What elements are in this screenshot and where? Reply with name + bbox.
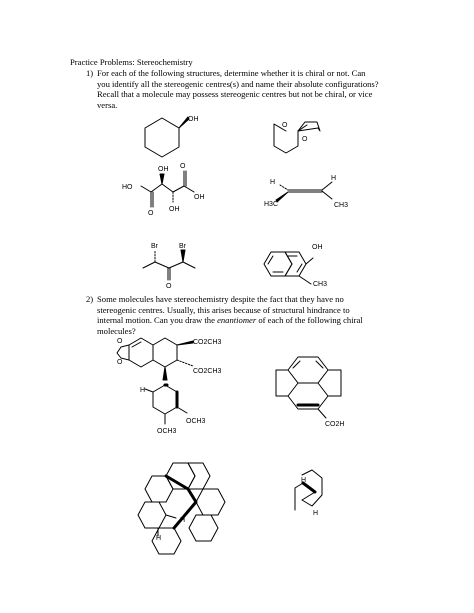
oh-right-label: OH	[194, 194, 205, 201]
structure-lignan	[117, 338, 222, 435]
helicene-ring-5	[138, 502, 166, 528]
cyclophane-ring-top	[288, 357, 328, 383]
helicene-h-bond	[166, 515, 176, 518]
acid-oh-bond	[184, 186, 194, 192]
cyclophane-bridge-right	[328, 370, 341, 396]
naphthol-oh-label: OH	[312, 244, 323, 251]
co2ch3-top-label: CO2CH3	[193, 339, 222, 346]
aryl-och3-right-bond	[177, 407, 187, 413]
helicene-ring-2	[188, 463, 210, 489]
aryl-h-bond	[145, 389, 153, 392]
structure-paracyclophane	[276, 357, 344, 428]
helicene-h-label-2: H	[156, 535, 162, 542]
helicene-ring-4	[196, 489, 225, 515]
aryl-h-label: H	[140, 387, 146, 394]
ho-label: HO	[122, 184, 133, 191]
h3c-label: H3C	[264, 201, 279, 208]
och3-right-label: OCH3	[186, 418, 206, 425]
ketone-o-label: O	[166, 283, 172, 290]
helicene-ring-3	[145, 476, 173, 502]
oh-top-label: OH	[158, 166, 169, 173]
problem-2-line-2: stereogenic centres. Usually, this arises because of structural hindrance to	[97, 304, 350, 315]
br-right-label: Br	[179, 243, 186, 250]
problem-2-line-3-end: of each of the following chiral	[256, 315, 363, 325]
ring-oxygen-label: O	[282, 122, 288, 129]
wedge-oh-top	[160, 174, 164, 184]
problem-1-line-2: you identify all the stereogenic centres(s) and name their absolute configurations?	[97, 78, 379, 89]
aryl-ring	[153, 385, 177, 414]
carbon-chain	[141, 184, 184, 192]
dioxole-o-bottom-label: O	[117, 359, 123, 366]
dashed-h-bond	[280, 185, 288, 190]
problem-1-line-4: versa.	[97, 99, 118, 110]
structure-helicene	[138, 463, 225, 554]
co2h-label: CO2H	[325, 421, 345, 428]
problem-1-number: 1)	[86, 68, 94, 78]
aromatic-bond-1	[268, 256, 273, 264]
oh-bottom-label: OH	[169, 206, 180, 213]
dioxole-o-top-label: O	[117, 338, 123, 345]
o-bottom-label: O	[148, 210, 154, 217]
structure-allene	[264, 175, 348, 209]
dioxole-ring	[117, 345, 129, 360]
naphthol-methyl-bond	[299, 276, 311, 284]
ch3-right-label: CH3	[334, 202, 349, 209]
problem-2-number: 2)	[86, 294, 94, 304]
h-left-label: H	[270, 179, 276, 186]
co2ch3-bottom-label: CO2CH3	[193, 368, 222, 375]
problem-1-line-3: Recall that a molecule may possess stereogenic centres but not be chiral, or vice	[97, 89, 373, 99]
structure-spiroketal	[274, 122, 320, 153]
structure-naphthol	[264, 244, 327, 288]
ketone-chain	[143, 262, 195, 268]
h-right-bond	[322, 182, 332, 190]
problem-1-line-1: For each of the following structures, determine whether it is chiral or not. Can	[97, 68, 366, 78]
h-right-label: H	[331, 175, 337, 182]
cyclohexane-fused	[153, 338, 177, 367]
wedge-ester-top	[177, 341, 193, 345]
wedge-aryl-bond	[163, 367, 167, 380]
structure-dibromoketone	[143, 243, 195, 290]
br-left-label: Br	[151, 243, 158, 250]
wedge-br-right	[181, 250, 185, 262]
spiro-oxygen-label: O	[302, 136, 308, 143]
helicene-ring-6	[189, 515, 218, 541]
o-top-label: O	[180, 163, 186, 170]
problem-2-line-1: Some molecules have stereochemistry despite the fact that they have no	[97, 294, 344, 304]
cyclohexane-ring	[145, 118, 179, 157]
cyclophane-bridge-left	[276, 370, 288, 396]
naphthol-oh-bond	[306, 258, 313, 264]
enantiomer-emphasis: enantiomer	[217, 315, 257, 325]
cyclophane-acid-bond	[318, 409, 326, 418]
cyclooctene-double-bond	[303, 483, 315, 492]
dashed-ester-bottom	[177, 360, 193, 366]
och3-bottom-label: OCH3	[157, 428, 177, 435]
ch3-right-bond	[322, 191, 332, 199]
structure-trans-cyclooctene	[295, 470, 322, 517]
structure-cyclohexanol	[145, 116, 199, 157]
helicene-h-label-1: H	[180, 517, 186, 524]
page-title: Practice Problems: Stereochemistry	[70, 57, 193, 67]
oh-label: OH	[188, 116, 199, 123]
cyclooctene-h-top: H	[301, 477, 307, 484]
aromatic-bond-4	[297, 264, 302, 272]
naphthol-ch3-label: CH3	[313, 281, 328, 288]
cyclooctene-h-bottom: H	[313, 510, 319, 517]
problem-2-line-3-start: internal motion. Can you draw the	[97, 315, 218, 325]
problem-2-line-4: molecules?	[97, 325, 136, 336]
structure-tartaric-acid	[122, 163, 205, 217]
